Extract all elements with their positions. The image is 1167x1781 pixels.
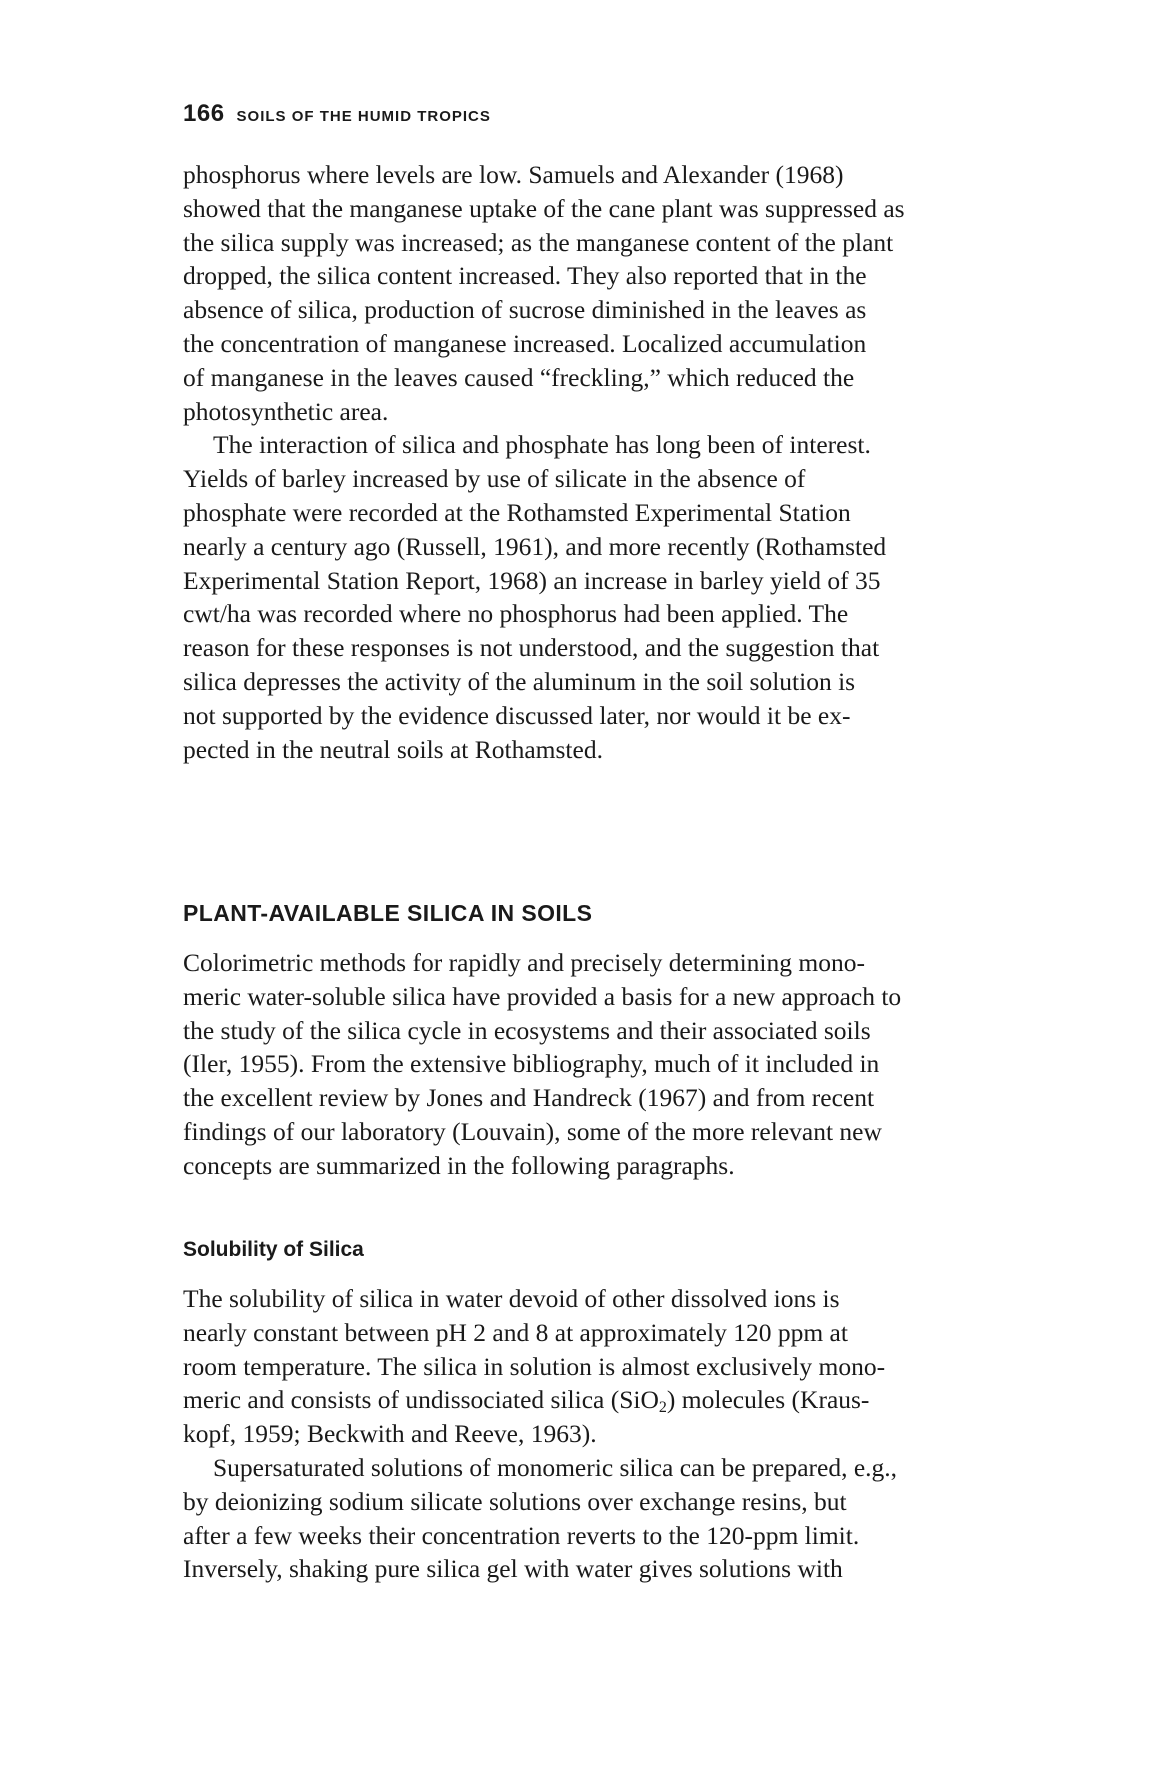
text-line: The solubility of silica in water devoid of other dissolved ions is	[183, 1284, 840, 1313]
text-line: nearly constant between pH 2 and 8 at approximately 120 ppm at	[183, 1317, 848, 1347]
text-segment: ) molecules (Kraus-	[666, 1385, 870, 1415]
text-line	[183, 1383, 897, 1417]
text-line: The interaction of silica and phosphate has long been of interest.	[213, 430, 871, 460]
text-line: the study of the silica cycle in ecosystems and their associated soils	[183, 1015, 871, 1045]
text-line: photosynthetic area.	[183, 396, 389, 426]
text-line: reason for these responses is not understood, and the suggestion that	[183, 633, 880, 663]
text-line: after a few weeks their concentration reverts to the 120-ppm limit.	[183, 1520, 860, 1550]
text-line: pected in the neutral soils at Rothamsted.	[183, 734, 603, 764]
text-line: meric water-soluble silica have provided a basis for a new approach to	[183, 981, 902, 1011]
opening-paragraphs	[183, 158, 905, 766]
text-line: phosphorus where levels are low. Samuels and Alexander (1968)	[183, 160, 844, 189]
page-number: 166	[183, 100, 225, 127]
text-line: absence of silica, production of sucrose diminished in the leaves as	[183, 295, 867, 325]
text-line: Colorimetric methods for rapidly and precisely determining mono-	[183, 948, 865, 977]
subscript: 2	[658, 1399, 667, 1417]
subsection-paragraphs	[183, 1282, 897, 1586]
text-line: nearly a century ago (Russell, 1961), and more recently (Rothamsted	[183, 531, 887, 561]
text-line: Yields of barley increased by use of silicate in the absence of	[183, 464, 806, 494]
text-line: showed that the manganese uptake of the cane plant was suppressed as	[183, 193, 905, 223]
text-line: cwt/ha was recorded where no phosphorus had been applied. The	[183, 599, 849, 629]
text-line: the silica supply was increased; as the manganese content of the plant	[183, 227, 894, 257]
text-line: findings of our laboratory (Louvain), some of the more relevant new	[183, 1116, 882, 1146]
text-line: kopf, 1959; Beckwith and Reeve, 1963).	[183, 1419, 597, 1449]
text-line: not supported by the evidence discussed later, nor would it be ex-	[183, 700, 851, 730]
section-paragraph	[183, 946, 901, 1183]
text-line: silica depresses the activity of the aluminum in the soil solution is	[183, 666, 856, 696]
text-line: of manganese in the leaves caused “freckling,” which reduced the	[183, 362, 855, 392]
section-heading: PLANT-AVAILABLE SILICA IN SOILS	[183, 900, 593, 926]
text-segment: meric and consists of undissociated silica (SiO	[183, 1385, 659, 1415]
text-line: the excellent review by Jones and Handreck (1967) and from recent	[183, 1083, 875, 1113]
text-line: Supersaturated solutions of monomeric silica can be prepared, e.g.,	[213, 1452, 898, 1482]
text-line: Experimental Station Report, 1968) an increase in barley yield of 35	[183, 565, 881, 595]
text-line: dropped, the silica content increased. They also reported that in the	[183, 261, 867, 291]
text-line: phosphate were recorded at the Rothamsted Experimental Station	[183, 497, 851, 527]
text-line: the concentration of manganese increased. Localized accumulation	[183, 328, 867, 358]
running-title: SOILS OF THE HUMID TROPICS	[236, 108, 491, 125]
subsection-heading: Solubility of Silica	[183, 1238, 364, 1261]
text-line: room temperature. The silica in solution is almost exclusively mono-	[183, 1351, 886, 1381]
running-head	[183, 100, 491, 128]
text-line: concepts are summarized in the following paragraphs.	[183, 1150, 735, 1180]
text-line: (Iler, 1955). From the extensive bibliography, much of it included in	[183, 1049, 880, 1079]
text-line: by deionizing sodium silicate solutions over exchange resins, but	[183, 1486, 847, 1516]
text-line: Inversely, shaking pure silica gel with water gives solutions with	[183, 1554, 843, 1584]
